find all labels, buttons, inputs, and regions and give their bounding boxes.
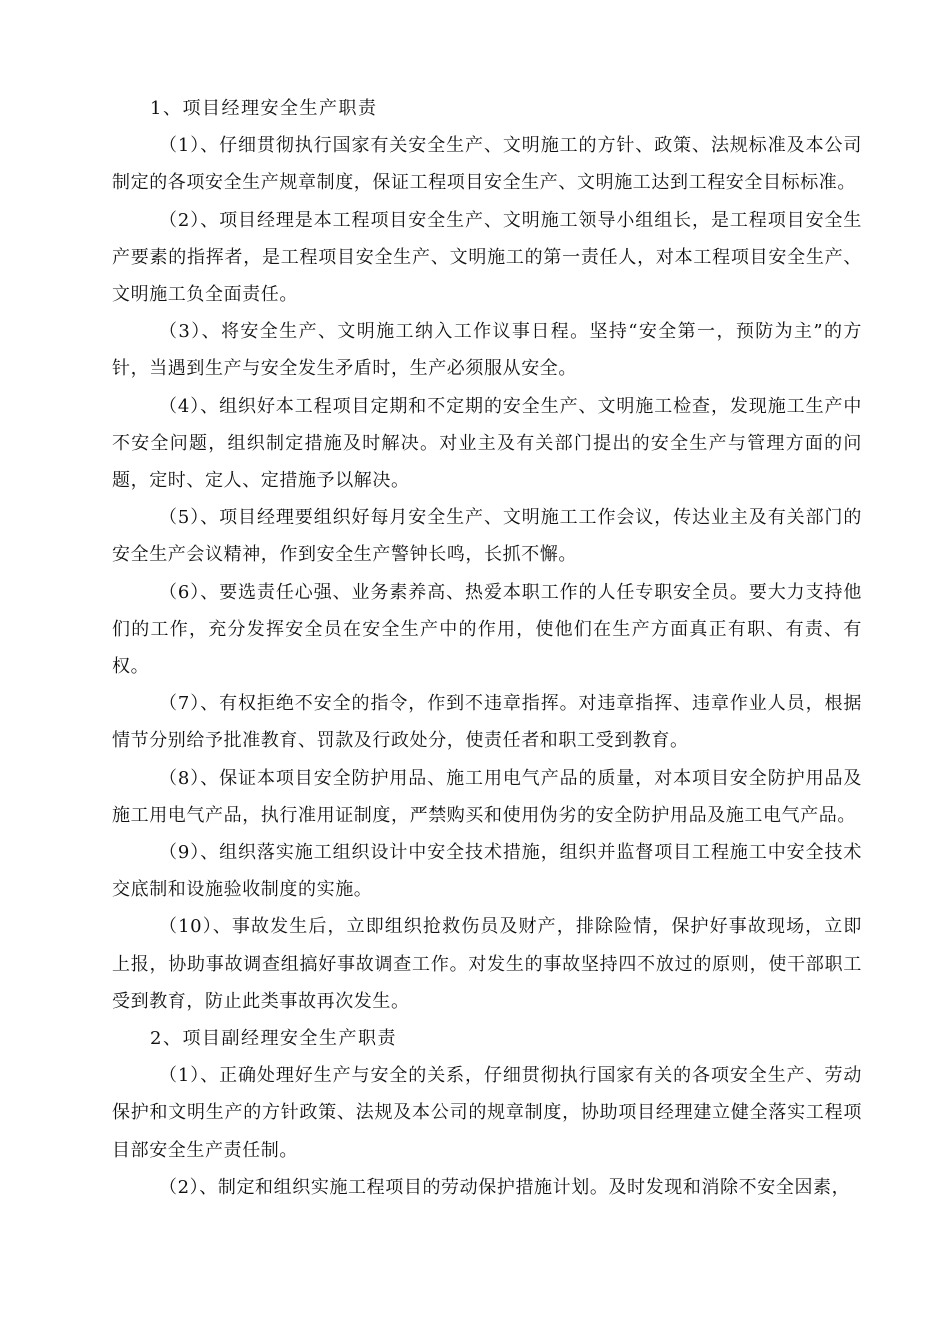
paragraph: （4）、组织好本工程项目定期和不定期的安全生产、文明施工检查，发现施工生产中不安全问题，组织制定措施及时解决。对业主及有关部门提出的安全生产与管理方面的问题，定时、定人、定措施予以解决。 xyxy=(112,395,862,492)
paragraph: （6）、要选责任心强、业务素养高、热爱本职工作的人任专职安全员。要大力支持他们的工作，充分发挥安全员在安全生产中的作用，使他们在生产方面真正有职、有责、有权。 xyxy=(112,581,862,678)
paragraph: （1）、仔细贯彻执行国家有关安全生产、文明施工的方针、政策、法规标准及本公司制定的各项安全生产规章制度，保证工程项目安全生产、文明施工达到工程安全目标标准。 xyxy=(112,135,862,194)
paragraph: （2）、制定和组织实施工程项目的劳动保护措施计划。及时发现和消除不安全因素， xyxy=(159,1176,851,1198)
document-body xyxy=(112,90,862,1206)
paragraph: （3）、将安全生产、文明施工纳入工作议事日程。坚持“安全第一，预防为主”的方针，当遇到生产与安全发生矛盾时，生产必须服从安全。 xyxy=(112,321,862,380)
paragraph: （8）、保证本项目安全防护用品、施工用电气产品的质量，对本项目安全防护用品及施工用电气产品，执行准用证制度，严禁购买和使用伪劣的安全防护用品及施工电气产品。 xyxy=(112,767,862,826)
section-heading: 1、项目经理安全生产职责 xyxy=(150,98,378,119)
paragraph: （2）、项目经理是本工程项目安全生产、文明施工领导小组组长，是工程项目安全生产要素的指挥者，是工程项目安全生产、文明施工的第一责任人，对本工程项目安全生产、文明施工负全面责任。 xyxy=(112,209,862,306)
paragraph: （1）、正确处理好生产与安全的关系，仔细贯彻执行国家有关的各项安全生产、劳动保护和文明生产的方针政策、法规及本公司的规章制度，协助项目经理建立健全落实工程项目部安全生产责任制。 xyxy=(112,1065,862,1161)
paragraph: （9）、组织落实施工组织设计中安全技术措施，组织并监督项目工程施工中安全技术交底制和设施验收制度的实施。 xyxy=(112,842,862,901)
paragraph: （7）、有权拒绝不安全的指令，作到不违章指挥。对违章指挥、违章作业人员，根据情节分别给予批准教育、罚款及行政处分，使责任者和职工受到教育。 xyxy=(112,693,862,752)
paragraph: （5）、项目经理要组织好每月安全生产、文明施工工作会议，传达业主及有关部门的安全生产会议精神，作到安全生产警钟长鸣，长抓不懈。 xyxy=(112,507,862,566)
section-heading: 2、项目副经理安全生产职责 xyxy=(150,1028,397,1050)
paragraph: （10）、事故发生后，立即组织抢救伤员及财产，排除险情，保护好事故现场，立即上报，协助事故调查组搞好事故调查工作。对发生的事故坚持四不放过的原则，使干部职工受到教育，防止此类事故再次发生。 xyxy=(112,916,862,1012)
